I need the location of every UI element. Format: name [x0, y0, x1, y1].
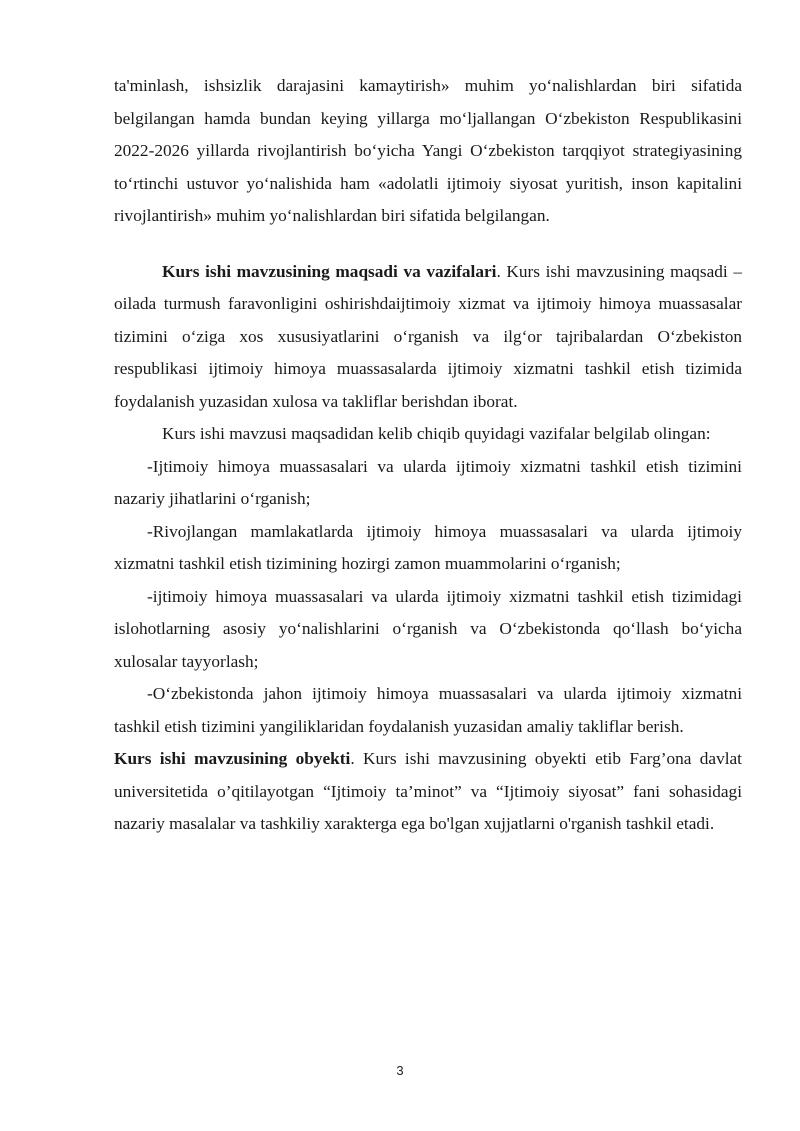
list-dash: - [147, 456, 153, 476]
list-dash: - [147, 586, 153, 606]
list-dash: - [147, 521, 153, 541]
page-number: 3 [396, 1063, 404, 1078]
paragraph-gap [114, 233, 742, 256]
document-body [114, 70, 742, 841]
object-text: . Kurs ishi mavzusining obyekti etib Farg’ona davlat universitetida o’qitilayotgan “Ijtimoiy ta’minot” va “Ijtimoiy siyosat” fani sohasidagi nazariy masalalar va tashkiliy xarakterga ega bo'lgan xujjatlarni o'rganish tashkil etadi. [114, 749, 742, 833]
list-item-text: O‘zbekistonda jahon ijtimoiy himoya muassasalari va ularda ijtimoiy xizmatni tashkil etish tizimini yangiliklaridan foydalanish yuzasidan amaliy takliflar berish. [114, 684, 742, 736]
paragraph-intro: ta'minlash, ishsizlik darajasini kamaytirish» muhim yo‘nalishlardan biri sifatida belgilangan hamda bundan keying yillarga mo‘ljallangan O‘zbekiston Respublikasini 2022-2026 yillarda rivojlantirish bo‘yicha Yangi O‘zbekiston tarqqiyot strategiyasining to‘rtinchi ustuvor yo‘nalishida ham «adolatli ijtimoiy siyosat yuritish, inson kapitalini rivojlantirish» muhim yo‘nalishlardan biri sifatida belgilangan. [114, 76, 742, 225]
paragraph-tasks-intro: Kurs ishi mavzusi maqsadidan kelib chiqib quyidagi vazifalar belgilab olingan: [162, 424, 711, 443]
list-item [114, 516, 742, 581]
list-item-text: Ijtimoiy himoya muassasalari va ularda ijtimoiy xizmatni tashkil etish tizimini nazariy jihatlarini o‘rganish; [114, 456, 742, 508]
list-item-text: Rivojlangan mamlakatlarda ijtimoiy himoya muassasalari va ularda ijtimoiy xizmatni tashkil etish tizimining hozirgi zamon muammolarini o‘rganish; [114, 521, 742, 573]
goals-heading: Kurs ishi mavzusining maqsadi va vazifalari [162, 261, 497, 281]
paragraph-goals [114, 256, 742, 419]
object-heading: Kurs ishi mavzusining obyekti [114, 749, 351, 768]
goals-text: . Kurs ishi mavzusining maqsadi – oilada turmush faravonligini oshirishdaijtimoiy xizmat va ijtimoiy himoya muassasalar tizimini o‘ziga xos xususiyatlarini o‘rganish va ilg‘or tajribalardan O‘zbekiston respublikasi ijtimoiy himoya muassasalarda ijtimoiy xizmatni tashkil etish tizimida foydalanish yuzasidan xulosa va takliflar berishdan iborat. [114, 261, 742, 411]
list-item [114, 678, 742, 743]
list-dash: - [147, 684, 153, 703]
list-item [114, 581, 742, 679]
list-item-text: ijtimoiy himoya muassasalari va ularda ijtimoiy xizmatni tashkil etish tizimidagi islohotlarning asosiy yo‘nalishlarini o‘rganish va O‘zbekistonda qo‘llash bo‘yicha xulosalar tayyorlash; [114, 586, 742, 671]
task-list [114, 451, 742, 744]
list-item [114, 451, 742, 516]
paragraph-object [114, 743, 742, 841]
